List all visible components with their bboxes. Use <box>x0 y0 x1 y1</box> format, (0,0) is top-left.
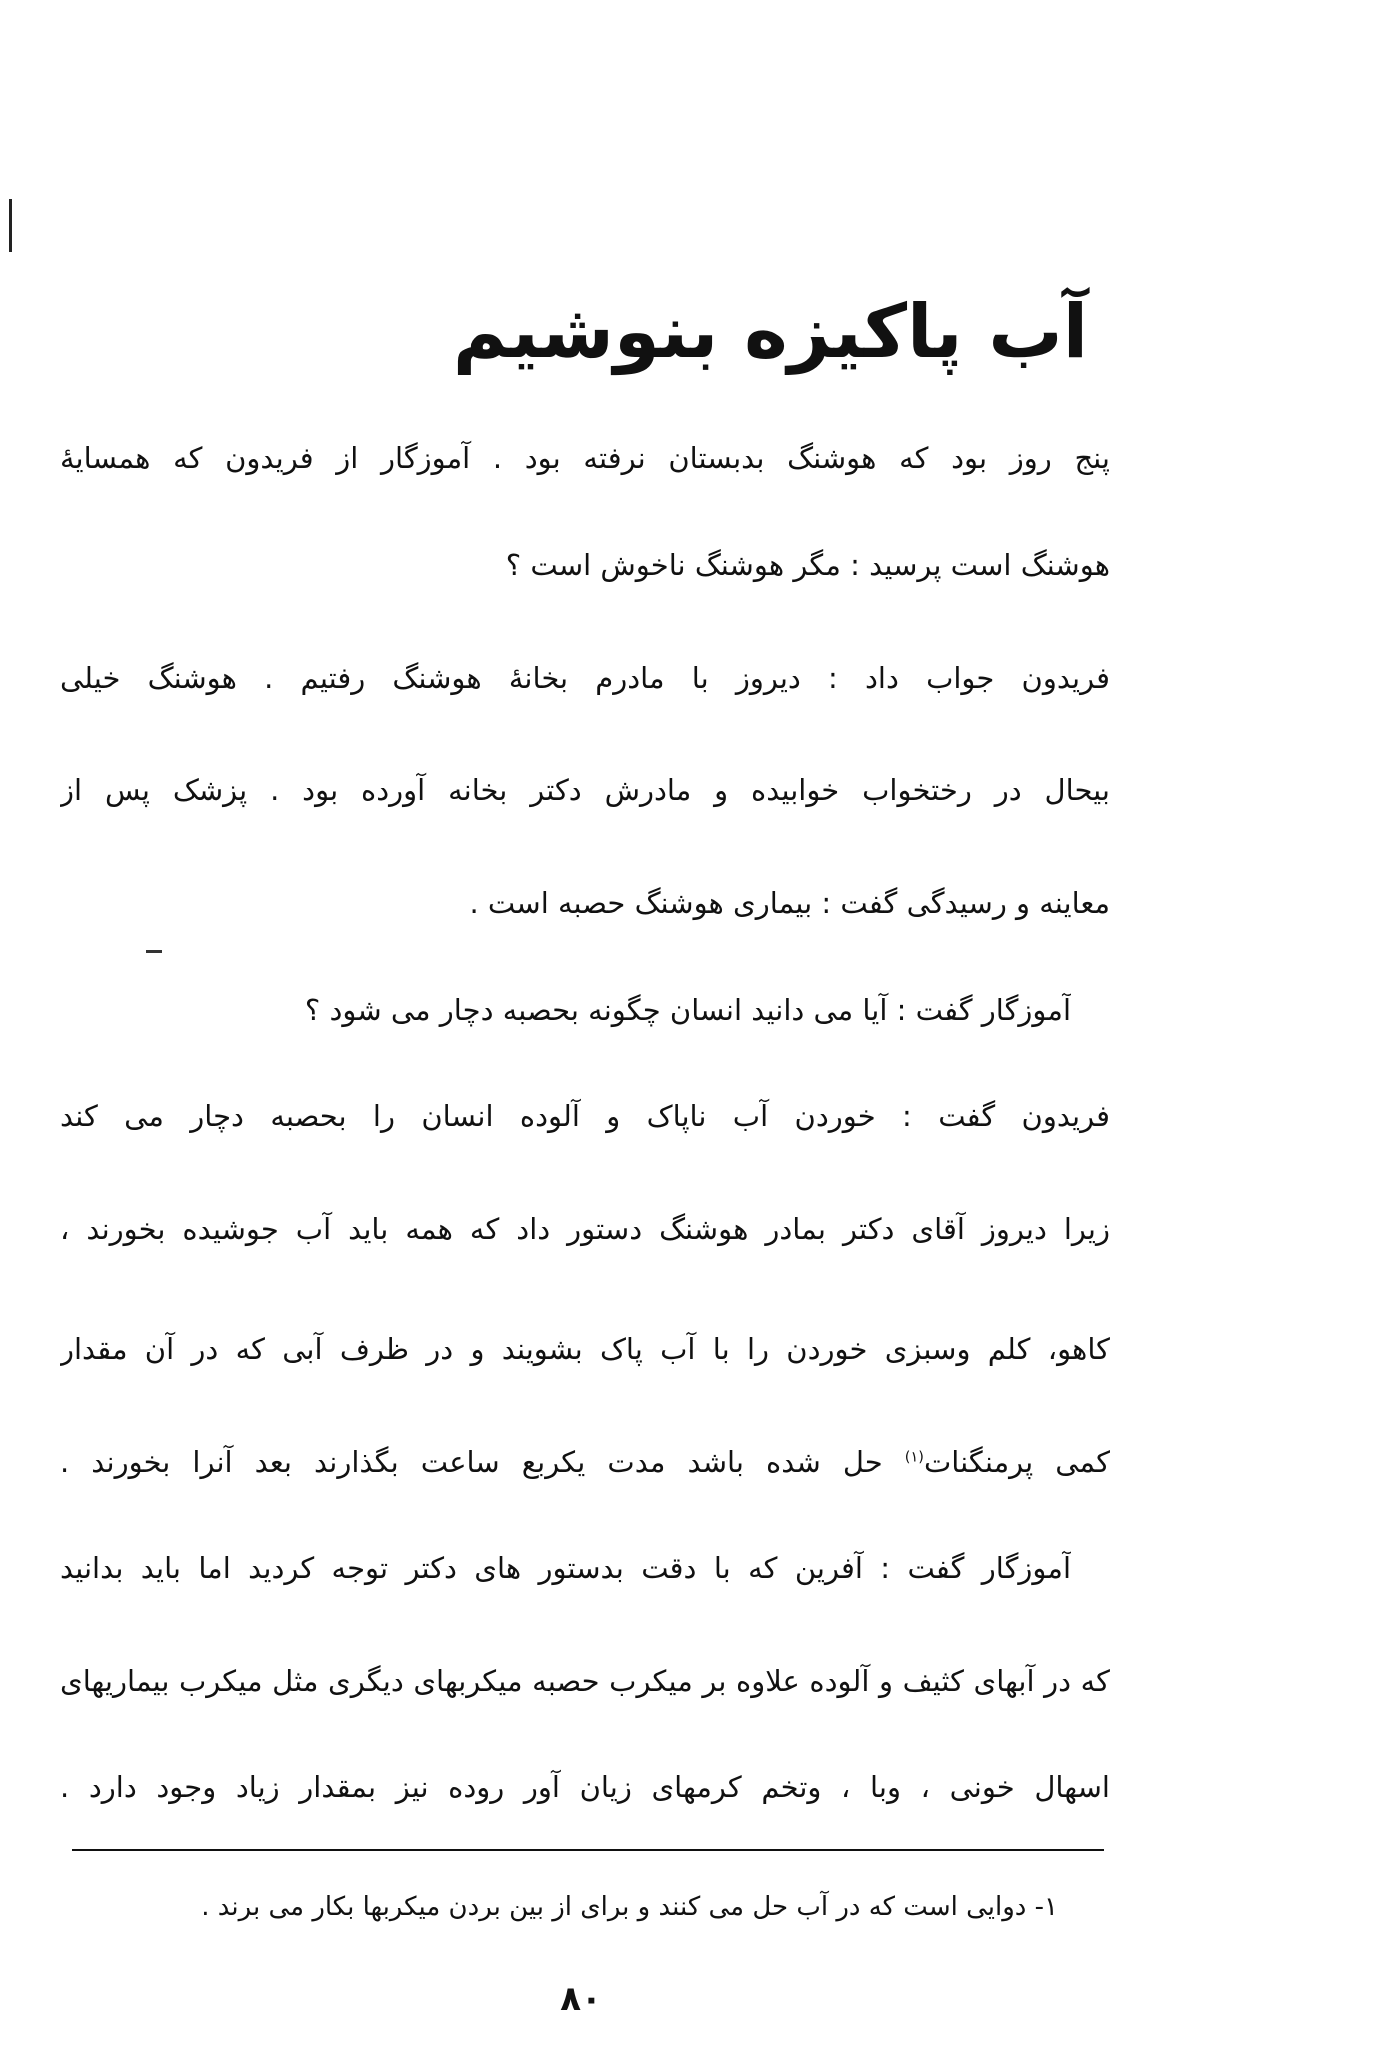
text-line <box>60 1427 1110 1497</box>
text-line: زیرا دیروز آقای دکتر بمادر هوشنگ دستور داد که همه باید آب جوشیده بخورند ، <box>60 1212 1110 1246</box>
text-line: کاهو، کلم وسبزی خوردن را با آب پاک بشویند و در ظرف آبی که در آن مقدار <box>60 1332 1110 1366</box>
text-line: که در آبهای کثیف و آلوده علاوه بر میکرب حصبه میکربهای دیگری مثل میکرب بیماریهای <box>60 1664 1110 1698</box>
footnote-divider <box>72 1849 1104 1851</box>
text-line: پنج روز بود که هوشنگ بدبستان نرفته بود . آموزگار از فریدون که همسایهٔ <box>60 441 1110 475</box>
footnote-reference: (۱) <box>904 1449 924 1466</box>
text-line: اسهال خونی ، وبا ، وتخم کرمهای زیان آور روده نیز بمقدار زیاد وجود دارد . <box>60 1770 1110 1804</box>
footnote: ۱- دوایی است که در آب حل می کنند و برای از بین بردن میکربها بکار می برند . <box>201 1892 1058 1922</box>
text-line: معاینه و رسیدگی گفت : بیماری هوشنگ حصبه است . <box>469 886 1110 920</box>
text-line: آموزگار گفت : آفرین که با دقت بدستور های دکتر توجه کردید اما باید بدانید <box>60 1551 1071 1585</box>
text-line: آموزگار گفت : آیا می دانید انسان چگونه بحصبه دچار می شود ؟ <box>304 993 1071 1027</box>
text-line: فریدون جواب داد : دیروز با مادرم بخانهٔ هوشنگ رفتیم . هوشنگ خیلی <box>60 661 1110 695</box>
text-line: فریدون گفت : خوردن آب ناپاک و آلوده انسان را بحصبه دچار می کند <box>60 1099 1110 1133</box>
text-line: هوشنگ است پرسید : مگر هوشنگ ناخوش است ؟ <box>505 548 1110 582</box>
page-title: آب پاکیزه بنوشیم <box>452 289 1089 375</box>
scan-edge-mark <box>9 199 12 252</box>
text-line-end: حل شده باشد مدت یکربع ساعت بگذارند بعد آنرا بخورند . <box>60 1445 883 1479</box>
text-line: بیحال در رختخواب خوابیده و مادرش دکتر بخانه آورده بود . پزشک پس از <box>60 773 1110 807</box>
text-line-start: کمی پرمنگنات <box>923 1445 1110 1479</box>
scan-dash-mark <box>146 950 162 953</box>
page-number: ۸۰ <box>560 1979 602 2019</box>
